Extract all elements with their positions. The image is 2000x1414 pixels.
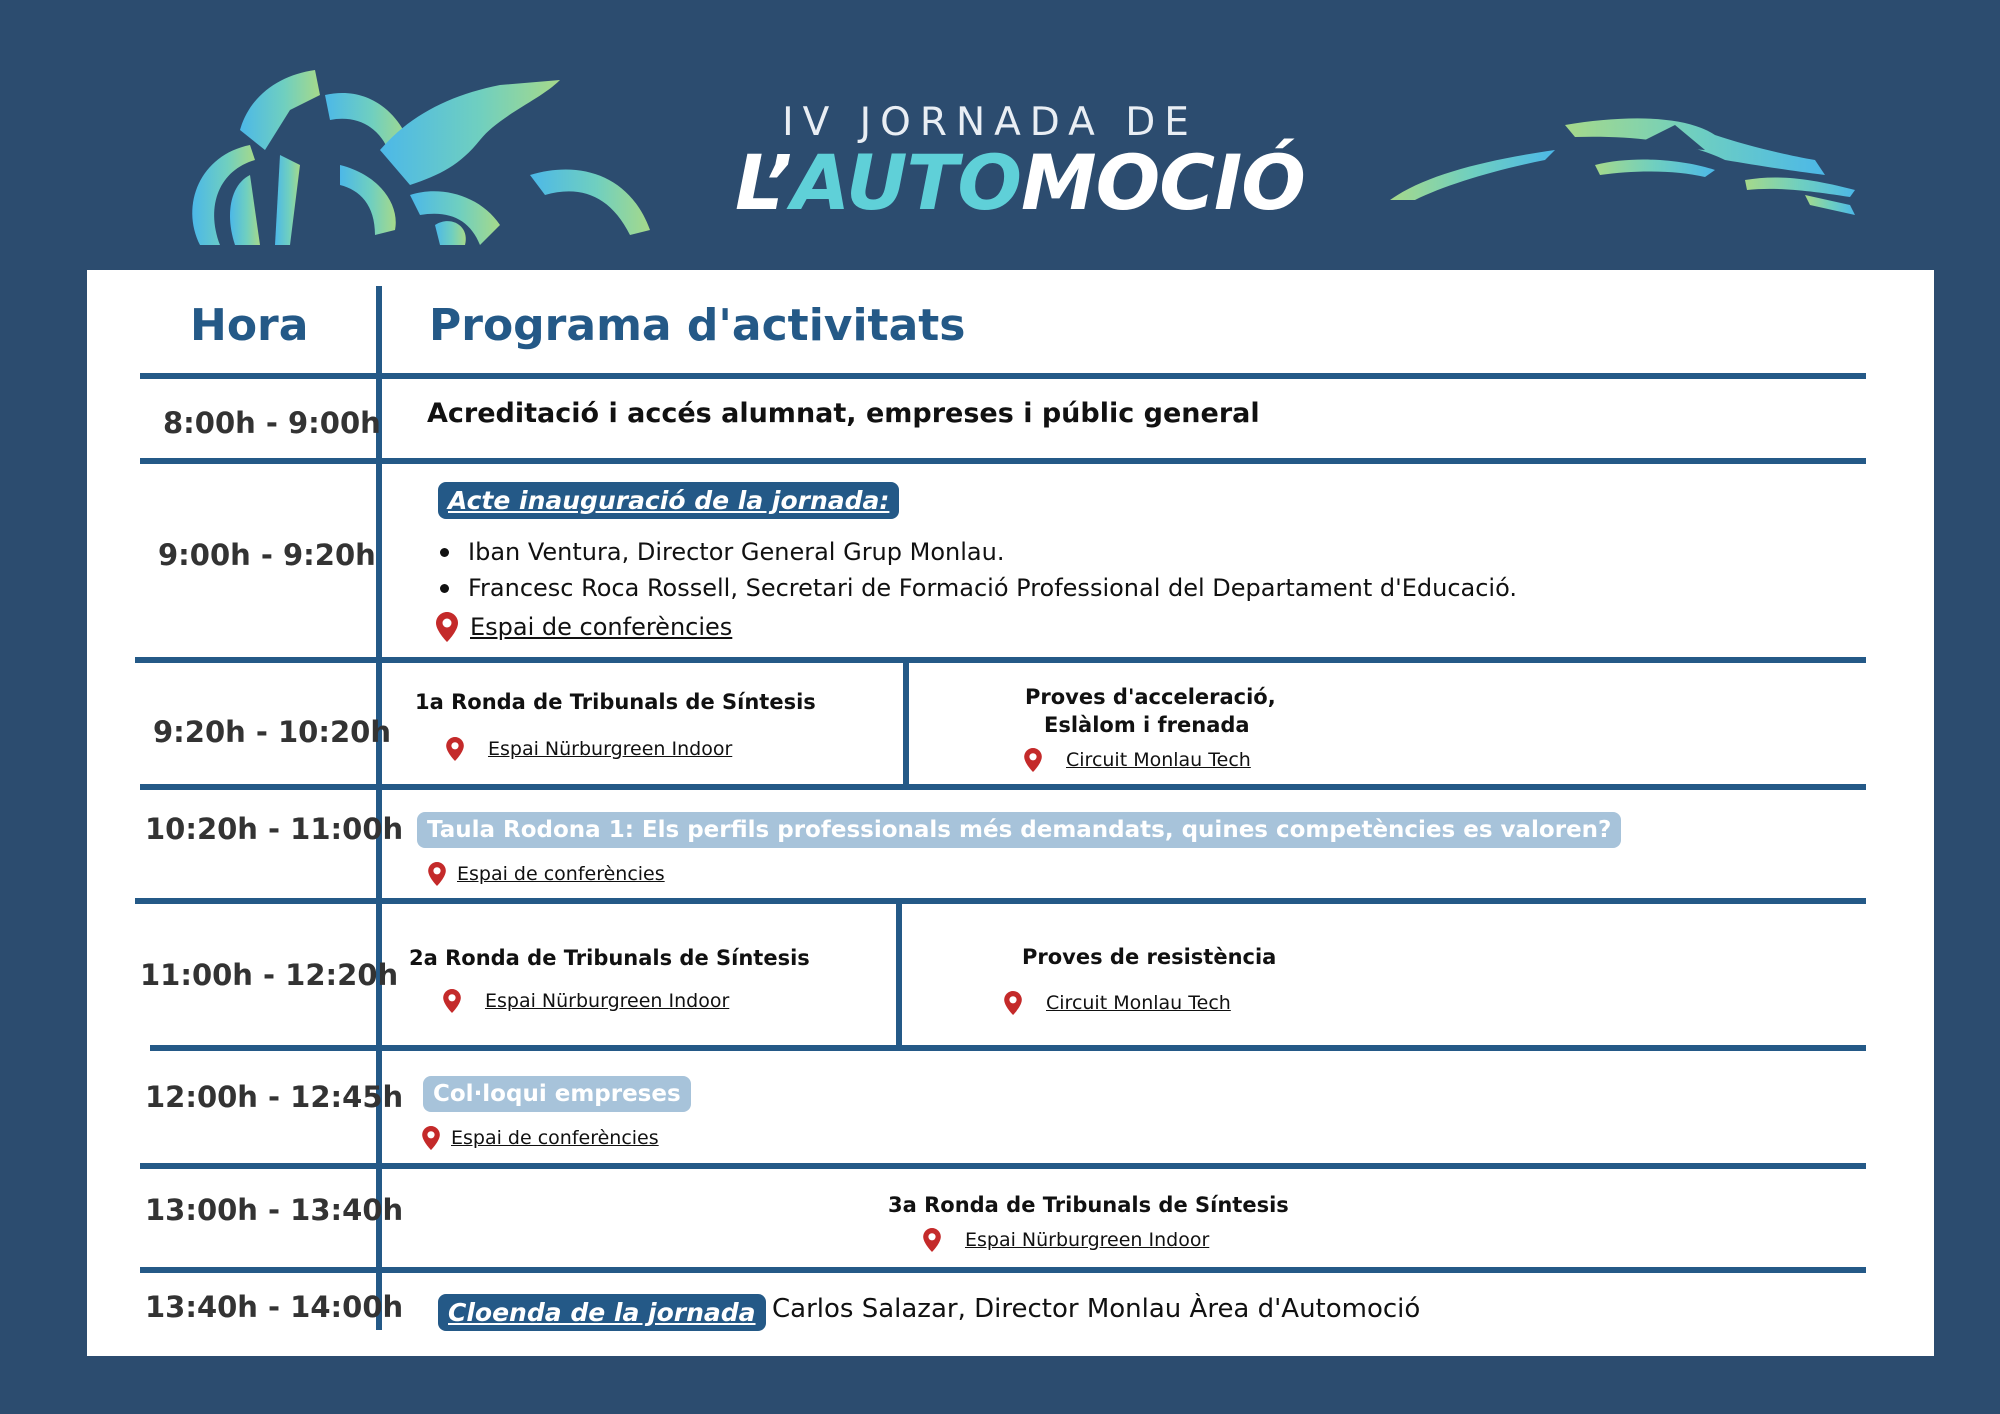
location xyxy=(443,989,729,1013)
location-pin-icon xyxy=(422,1126,440,1150)
activity-title: Proves de resistència xyxy=(1022,945,1277,969)
location-label[interactable]: Circuit Monlau Tech xyxy=(1046,992,1231,1014)
location xyxy=(446,737,732,761)
row-time: 9:00h - 9:20h xyxy=(158,538,376,572)
row-divider xyxy=(140,1163,1866,1169)
cell-divider xyxy=(903,663,909,784)
row-divider xyxy=(140,1267,1866,1273)
location-label[interactable]: Espai Nürburgreen Indoor xyxy=(485,990,730,1012)
activity-title: 3a Ronda de Tribunals de Síntesis xyxy=(888,1193,1289,1217)
location-label[interactable]: Espai de conferències xyxy=(451,1127,659,1149)
location xyxy=(1004,991,1231,1015)
title-highlight: AUTO xyxy=(791,138,1021,227)
row-time: 9:20h - 10:20h xyxy=(153,715,391,749)
row-time: 12:00h - 12:45h xyxy=(145,1080,404,1114)
column-divider xyxy=(376,286,382,1330)
column-header-hora: Hora xyxy=(190,300,309,351)
column-header-programa: Programa d'activitats xyxy=(429,300,966,351)
row-divider xyxy=(140,373,1866,379)
location-pin-icon xyxy=(1024,748,1042,772)
row-time: 10:20h - 11:00h xyxy=(145,812,404,846)
activity-pill: Col·loqui empreses xyxy=(423,1076,691,1112)
title-prefix: L’ xyxy=(735,138,792,227)
list-item: Iban Ventura, Director General Grup Monlau. xyxy=(432,534,1517,570)
location xyxy=(428,862,665,886)
activity-pill: Taula Rodona 1: Els perfils professionals més demandats, quines competències es valoren? xyxy=(417,812,1621,848)
row-divider xyxy=(140,784,1866,790)
row-time: 11:00h - 12:20h xyxy=(140,958,399,992)
location-label[interactable]: Circuit Monlau Tech xyxy=(1066,749,1251,771)
row-divider xyxy=(135,898,1866,904)
location-pin-icon xyxy=(1004,991,1022,1015)
row-time: 13:40h - 14:00h xyxy=(145,1290,404,1324)
car-icon xyxy=(1385,115,1865,215)
activity-pill: Acte inauguració de la jornada: xyxy=(438,482,899,519)
location-label[interactable]: Espai de conferències xyxy=(470,613,733,641)
header xyxy=(0,0,2000,268)
location-label[interactable]: Espai Nürburgreen Indoor xyxy=(488,738,733,760)
activity-title: Proves d'acceleració, xyxy=(1025,685,1276,709)
list-item: Francesc Roca Rossell, Secretari de Formació Professional del Departament d'Educació. xyxy=(432,570,1517,606)
row-divider xyxy=(140,458,1866,464)
location xyxy=(1024,748,1251,772)
location xyxy=(422,1126,659,1150)
location-label[interactable]: Espai Nürburgreen Indoor xyxy=(965,1229,1210,1251)
row-time: 8:00h - 9:00h xyxy=(163,406,381,440)
activity-pill: Cloenda de la jornada xyxy=(438,1294,766,1331)
event-edition: IV JORNADA DE xyxy=(782,100,1198,145)
activity-title: 2a Ronda de Tribunals de Síntesis xyxy=(409,946,810,970)
location-label[interactable]: Espai de conferències xyxy=(457,863,665,885)
location-pin-icon xyxy=(446,737,464,761)
motorcycle-icon xyxy=(180,55,660,250)
row-time: 13:00h - 13:40h xyxy=(145,1193,404,1227)
title-suffix: MOCIÓ xyxy=(1021,138,1305,227)
location-pin-icon xyxy=(443,989,461,1013)
program-card xyxy=(87,270,1934,1356)
speaker-list xyxy=(432,534,1517,606)
row-divider xyxy=(150,1045,1866,1051)
activity-title: 1a Ronda de Tribunals de Síntesis xyxy=(415,690,816,714)
location-pin-icon xyxy=(923,1228,941,1252)
event-title xyxy=(735,138,1315,227)
location xyxy=(923,1228,1209,1252)
activity-title: Eslàlom i frenada xyxy=(1044,713,1250,737)
row-divider xyxy=(135,657,1866,663)
location-pin-icon xyxy=(436,612,458,642)
location-pin-icon xyxy=(428,862,446,886)
location xyxy=(436,612,732,642)
activity-speaker: Carlos Salazar, Director Monlau Àrea d'Automoció xyxy=(772,1294,1421,1324)
activity-title: Acreditació i accés alumnat, empreses i públic general xyxy=(427,398,1260,429)
cell-divider xyxy=(896,904,902,1045)
